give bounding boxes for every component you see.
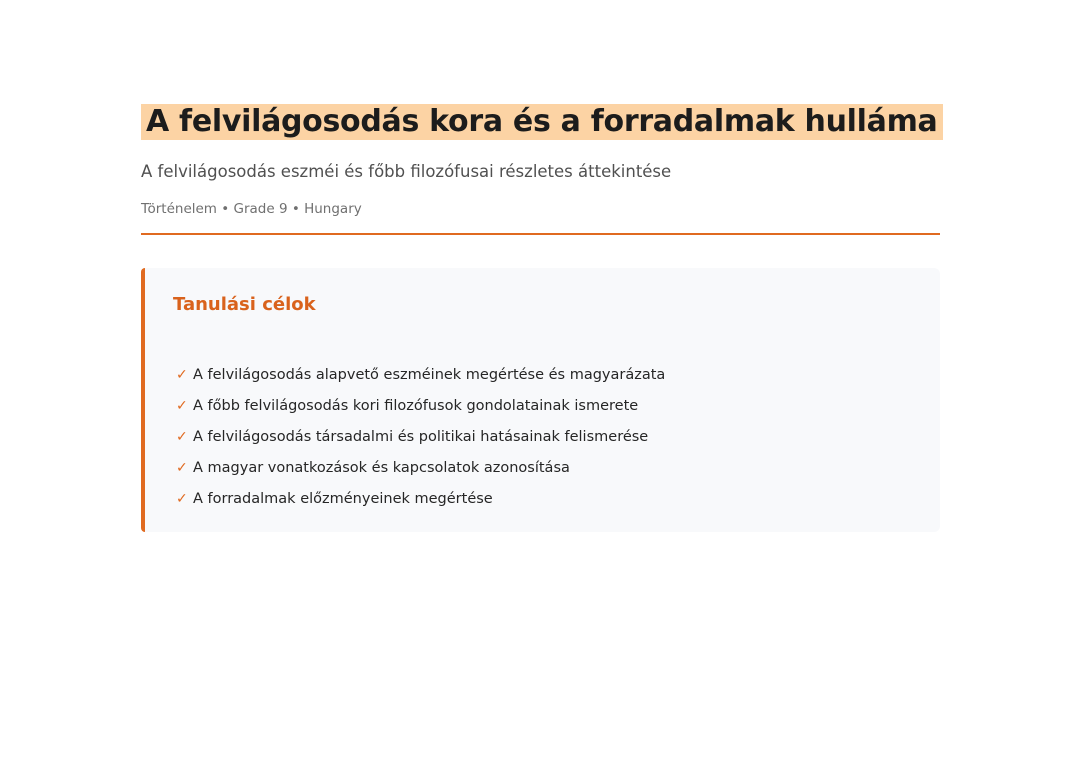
checkmark-icon: ✓: [176, 397, 188, 414]
page-subtitle: A felvilágosodás eszméi és főbb filozófusai részletes áttekintése: [141, 162, 672, 181]
objectives-list: [176, 359, 665, 514]
checkmark-icon: ✓: [176, 459, 188, 476]
objectives-title: Tanulási célok: [173, 294, 316, 315]
checkmark-icon: ✓: [176, 490, 188, 507]
checkmark-icon: ✓: [176, 366, 188, 383]
list-item: [176, 359, 665, 390]
objective-text: A főbb felvilágosodás kori filozófusok gondolatainak ismerete: [193, 397, 639, 414]
page-title: A felvilágosodás kora és a forradalmak hulláma: [141, 104, 943, 140]
title-block: [141, 104, 943, 140]
page-meta: Történelem • Grade 9 • Hungary: [141, 201, 362, 217]
list-item: [176, 421, 665, 452]
list-item: [176, 452, 665, 483]
objective-text: A felvilágosodás alapvető eszméinek megértése és magyarázata: [193, 366, 666, 383]
objective-text: A felvilágosodás társadalmi és politikai hatásainak felismerése: [193, 428, 649, 445]
objective-text: A magyar vonatkozások és kapcsolatok azonosítása: [193, 459, 570, 476]
checkmark-icon: ✓: [176, 428, 188, 445]
list-item: [176, 390, 665, 421]
objective-text: A forradalmak előzményeinek megértése: [193, 490, 493, 507]
header-divider: [141, 233, 940, 235]
list-item: [176, 483, 665, 514]
objectives-card: [141, 268, 940, 532]
